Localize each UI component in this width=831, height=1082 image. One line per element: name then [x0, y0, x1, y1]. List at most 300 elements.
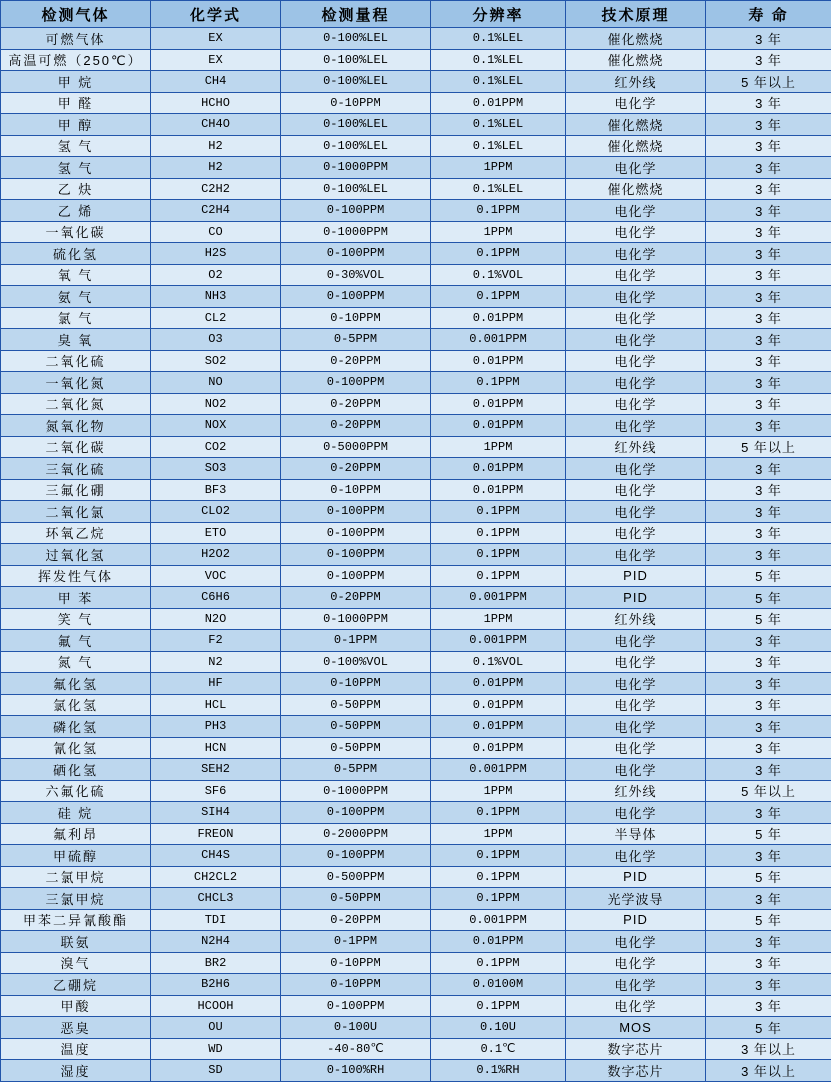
cell-resolution: 1PPM: [431, 780, 566, 802]
cell-formula: CH2CL2: [151, 866, 281, 888]
cell-resolution: 1PPM: [431, 221, 566, 243]
cell-resolution: 0.1%VOL: [431, 264, 566, 286]
cell-name: 氢 气: [1, 157, 151, 179]
cell-life: 3 年: [706, 200, 831, 222]
cell-life: 5 年: [706, 823, 831, 845]
cell-life: 3 年: [706, 501, 831, 523]
cell-range: 0-100PPM: [281, 372, 431, 394]
cell-range: 0-30%VOL: [281, 264, 431, 286]
cell-name: 恶臭: [1, 1017, 151, 1039]
cell-formula: O2: [151, 264, 281, 286]
cell-range: 0-1000PPM: [281, 157, 431, 179]
cell-principle: 电化学: [566, 544, 706, 566]
cell-name: 硅 烷: [1, 802, 151, 824]
cell-formula: CL2: [151, 307, 281, 329]
cell-formula: CH4S: [151, 845, 281, 867]
cell-range: 0-100PPM: [281, 501, 431, 523]
cell-principle: 电化学: [566, 802, 706, 824]
cell-resolution: 0.1%LEL: [431, 28, 566, 50]
cell-name: 二氧化硫: [1, 350, 151, 372]
cell-resolution: 0.1PPM: [431, 565, 566, 587]
table-row: [1, 243, 831, 265]
column-header-range: 检测量程: [281, 1, 431, 28]
cell-range: 0-1000PPM: [281, 221, 431, 243]
cell-formula: VOC: [151, 565, 281, 587]
cell-resolution: 0.1PPM: [431, 952, 566, 974]
cell-resolution: 0.01PPM: [431, 673, 566, 695]
cell-name: 三氟化硼: [1, 479, 151, 501]
cell-resolution: 0.01PPM: [431, 92, 566, 114]
cell-formula: PH3: [151, 716, 281, 738]
cell-resolution: 0.001PPM: [431, 587, 566, 609]
cell-life: 3 年: [706, 49, 831, 71]
cell-range: 0-100%RH: [281, 1060, 431, 1082]
cell-resolution: 0.1PPM: [431, 286, 566, 308]
cell-life: 3 年: [706, 178, 831, 200]
table-row: [1, 888, 831, 910]
cell-formula: NOX: [151, 415, 281, 437]
cell-formula: BR2: [151, 952, 281, 974]
table-row: [1, 28, 831, 50]
cell-life: 3 年以上: [706, 1038, 831, 1060]
cell-principle: 数字芯片: [566, 1060, 706, 1082]
cell-name: 氢 气: [1, 135, 151, 157]
table-row: [1, 1060, 831, 1082]
cell-name: 一氧化碳: [1, 221, 151, 243]
cell-principle: 电化学: [566, 931, 706, 953]
table-row: [1, 92, 831, 114]
cell-life: 3 年: [706, 286, 831, 308]
cell-name: 六氟化硫: [1, 780, 151, 802]
cell-life: 3 年: [706, 931, 831, 953]
cell-resolution: 0.01PPM: [431, 350, 566, 372]
cell-formula: H2: [151, 135, 281, 157]
cell-resolution: 1PPM: [431, 157, 566, 179]
cell-range: 0-5000PPM: [281, 436, 431, 458]
cell-range: 0-10PPM: [281, 479, 431, 501]
cell-principle: 电化学: [566, 995, 706, 1017]
cell-range: 0-20PPM: [281, 393, 431, 415]
cell-life: 5 年以上: [706, 436, 831, 458]
cell-life: 3 年: [706, 845, 831, 867]
cell-principle: 数字芯片: [566, 1038, 706, 1060]
cell-range: 0-20PPM: [281, 350, 431, 372]
table-row: [1, 350, 831, 372]
cell-range: 0-100PPM: [281, 565, 431, 587]
cell-formula: CO: [151, 221, 281, 243]
cell-name: 氧 气: [1, 264, 151, 286]
cell-resolution: 0.01PPM: [431, 393, 566, 415]
table-row: [1, 974, 831, 996]
cell-name: 甲 醇: [1, 114, 151, 136]
column-header-principle: 技术原理: [566, 1, 706, 28]
cell-name: 三氧化硫: [1, 458, 151, 480]
cell-life: 3 年: [706, 522, 831, 544]
cell-name: 二氯甲烷: [1, 866, 151, 888]
cell-name: 甲酸: [1, 995, 151, 1017]
table-row: [1, 200, 831, 222]
cell-name: 氟利昂: [1, 823, 151, 845]
cell-name: 乙 炔: [1, 178, 151, 200]
cell-life: 3 年: [706, 243, 831, 265]
cell-principle: PID: [566, 565, 706, 587]
cell-formula: HCOOH: [151, 995, 281, 1017]
cell-resolution: 1PPM: [431, 436, 566, 458]
cell-life: 3 年: [706, 952, 831, 974]
cell-formula: H2O2: [151, 544, 281, 566]
cell-formula: NO2: [151, 393, 281, 415]
table-row: [1, 780, 831, 802]
cell-name: 高温可燃（250℃）: [1, 49, 151, 71]
table-row: [1, 157, 831, 179]
cell-life: 5 年: [706, 565, 831, 587]
cell-principle: 红外线: [566, 436, 706, 458]
cell-life: 5 年以上: [706, 71, 831, 93]
cell-life: 5 年: [706, 608, 831, 630]
cell-principle: 催化燃烧: [566, 114, 706, 136]
cell-principle: 电化学: [566, 952, 706, 974]
cell-life: 5 年: [706, 909, 831, 931]
cell-formula: H2: [151, 157, 281, 179]
cell-formula: C6H6: [151, 587, 281, 609]
cell-resolution: 0.1PPM: [431, 522, 566, 544]
cell-resolution: 0.01PPM: [431, 479, 566, 501]
cell-range: 0-100PPM: [281, 995, 431, 1017]
cell-range: 0-10PPM: [281, 92, 431, 114]
cell-range: 0-100PPM: [281, 200, 431, 222]
cell-life: 3 年: [706, 372, 831, 394]
cell-principle: 电化学: [566, 501, 706, 523]
cell-formula: CH4O: [151, 114, 281, 136]
cell-range: 0-50PPM: [281, 716, 431, 738]
cell-life: 3 年: [706, 694, 831, 716]
cell-principle: 催化燃烧: [566, 135, 706, 157]
column-header-resolution: 分辨率: [431, 1, 566, 28]
cell-range: 0-100%LEL: [281, 114, 431, 136]
cell-formula: N2: [151, 651, 281, 673]
cell-formula: CHCL3: [151, 888, 281, 910]
table-row: [1, 135, 831, 157]
cell-name: 环氧乙烷: [1, 522, 151, 544]
cell-formula: SD: [151, 1060, 281, 1082]
table-row: [1, 673, 831, 695]
cell-name: 甲 烷: [1, 71, 151, 93]
cell-range: 0-20PPM: [281, 909, 431, 931]
cell-principle: PID: [566, 909, 706, 931]
cell-life: 3 年: [706, 415, 831, 437]
table-row: [1, 651, 831, 673]
table-row: [1, 909, 831, 931]
column-header-gas-name: 检测气体: [1, 1, 151, 28]
table-row: [1, 608, 831, 630]
cell-range: 0-20PPM: [281, 587, 431, 609]
cell-name: 二氧化氯: [1, 501, 151, 523]
cell-formula: C2H2: [151, 178, 281, 200]
table-row: [1, 479, 831, 501]
table-row: [1, 931, 831, 953]
cell-resolution: 0.1PPM: [431, 888, 566, 910]
cell-life: 5 年: [706, 587, 831, 609]
cell-range: 0-100%LEL: [281, 49, 431, 71]
cell-formula: HF: [151, 673, 281, 695]
cell-principle: 电化学: [566, 458, 706, 480]
cell-resolution: 0.1PPM: [431, 866, 566, 888]
cell-resolution: 0.1%VOL: [431, 651, 566, 673]
cell-resolution: 0.1PPM: [431, 802, 566, 824]
cell-range: 0-100PPM: [281, 802, 431, 824]
cell-name: 氟 气: [1, 630, 151, 652]
cell-life: 3 年: [706, 458, 831, 480]
cell-resolution: 0.1%RH: [431, 1060, 566, 1082]
cell-principle: 半导体: [566, 823, 706, 845]
cell-resolution: 0.1%LEL: [431, 49, 566, 71]
cell-name: 溴气: [1, 952, 151, 974]
cell-name: 过氧化氢: [1, 544, 151, 566]
cell-range: 0-100PPM: [281, 522, 431, 544]
cell-name: 笑 气: [1, 608, 151, 630]
cell-resolution: 0.1PPM: [431, 243, 566, 265]
cell-principle: PID: [566, 866, 706, 888]
cell-life: 3 年: [706, 264, 831, 286]
table-row: [1, 114, 831, 136]
cell-name: 甲苯二异氰酸酯: [1, 909, 151, 931]
cell-principle: 电化学: [566, 630, 706, 652]
cell-resolution: 0.001PPM: [431, 909, 566, 931]
cell-range: 0-100%VOL: [281, 651, 431, 673]
cell-life: 5 年以上: [706, 780, 831, 802]
cell-principle: 催化燃烧: [566, 49, 706, 71]
cell-resolution: 0.01PPM: [431, 716, 566, 738]
cell-formula: H2S: [151, 243, 281, 265]
cell-range: 0-10PPM: [281, 673, 431, 695]
cell-formula: BF3: [151, 479, 281, 501]
cell-life: 3 年: [706, 673, 831, 695]
cell-name: 可燃气体: [1, 28, 151, 50]
cell-life: 5 年: [706, 866, 831, 888]
cell-life: 3 年以上: [706, 1060, 831, 1082]
cell-formula: NO: [151, 372, 281, 394]
cell-range: 0-1000PPM: [281, 780, 431, 802]
cell-resolution: 1PPM: [431, 608, 566, 630]
cell-formula: HCHO: [151, 92, 281, 114]
cell-resolution: 0.1PPM: [431, 995, 566, 1017]
table-row: [1, 286, 831, 308]
table-row: [1, 759, 831, 781]
cell-formula: CLO2: [151, 501, 281, 523]
cell-life: 3 年: [706, 221, 831, 243]
table-header-row: [1, 1, 831, 28]
cell-principle: 电化学: [566, 737, 706, 759]
cell-range: 0-100%LEL: [281, 71, 431, 93]
cell-life: 3 年: [706, 157, 831, 179]
table-row: [1, 544, 831, 566]
cell-resolution: 0.1%LEL: [431, 178, 566, 200]
cell-formula: SO2: [151, 350, 281, 372]
table-row: [1, 458, 831, 480]
cell-principle: 电化学: [566, 307, 706, 329]
cell-principle: 电化学: [566, 716, 706, 738]
cell-resolution: 0.1PPM: [431, 200, 566, 222]
cell-formula: F2: [151, 630, 281, 652]
table-row: [1, 178, 831, 200]
cell-name: 氮氧化物: [1, 415, 151, 437]
cell-name: 挥发性气体: [1, 565, 151, 587]
cell-principle: PID: [566, 587, 706, 609]
cell-range: 0-100PPM: [281, 286, 431, 308]
cell-life: 3 年: [706, 802, 831, 824]
table-row: [1, 995, 831, 1017]
cell-principle: 电化学: [566, 974, 706, 996]
cell-formula: SF6: [151, 780, 281, 802]
cell-resolution: 0.1%LEL: [431, 135, 566, 157]
cell-resolution: 0.1%LEL: [431, 114, 566, 136]
cell-name: 乙 烯: [1, 200, 151, 222]
cell-name: 乙硼烷: [1, 974, 151, 996]
cell-life: 3 年: [706, 995, 831, 1017]
cell-principle: 电化学: [566, 415, 706, 437]
table-row: [1, 1038, 831, 1060]
cell-principle: 催化燃烧: [566, 28, 706, 50]
cell-name: 氮 气: [1, 651, 151, 673]
cell-range: 0-1PPM: [281, 931, 431, 953]
cell-range: 0-5PPM: [281, 329, 431, 351]
cell-resolution: 0.1℃: [431, 1038, 566, 1060]
cell-name: 联氨: [1, 931, 151, 953]
cell-formula: FREON: [151, 823, 281, 845]
cell-resolution: 0.0100M: [431, 974, 566, 996]
cell-life: 3 年: [706, 350, 831, 372]
cell-resolution: 0.10U: [431, 1017, 566, 1039]
cell-principle: 红外线: [566, 608, 706, 630]
table-row: [1, 49, 831, 71]
table-row: [1, 866, 831, 888]
cell-formula: N2O: [151, 608, 281, 630]
table-row: [1, 802, 831, 824]
cell-life: 3 年: [706, 651, 831, 673]
cell-formula: CH4: [151, 71, 281, 93]
cell-name: 湿度: [1, 1060, 151, 1082]
cell-range: 0-100%LEL: [281, 178, 431, 200]
table-row: [1, 737, 831, 759]
cell-resolution: 0.1PPM: [431, 845, 566, 867]
cell-resolution: 1PPM: [431, 823, 566, 845]
cell-range: 0-10PPM: [281, 952, 431, 974]
cell-resolution: 0.1%LEL: [431, 71, 566, 93]
cell-range: 0-1PPM: [281, 630, 431, 652]
cell-formula: SO3: [151, 458, 281, 480]
cell-principle: 电化学: [566, 350, 706, 372]
cell-principle: 电化学: [566, 221, 706, 243]
cell-formula: WD: [151, 1038, 281, 1060]
cell-life: 3 年: [706, 759, 831, 781]
column-header-life: 寿 命: [706, 1, 831, 28]
cell-formula: ETO: [151, 522, 281, 544]
table-row: [1, 522, 831, 544]
table-row: [1, 393, 831, 415]
cell-resolution: 0.01PPM: [431, 931, 566, 953]
cell-formula: HCL: [151, 694, 281, 716]
cell-range: 0-500PPM: [281, 866, 431, 888]
cell-formula: TDI: [151, 909, 281, 931]
cell-range: 0-2000PPM: [281, 823, 431, 845]
cell-resolution: 0.001PPM: [431, 329, 566, 351]
cell-resolution: 0.1PPM: [431, 372, 566, 394]
cell-principle: MOS: [566, 1017, 706, 1039]
cell-name: 二氧化氮: [1, 393, 151, 415]
cell-principle: 红外线: [566, 71, 706, 93]
cell-resolution: 0.01PPM: [431, 737, 566, 759]
cell-name: 臭 氧: [1, 329, 151, 351]
cell-range: 0-20PPM: [281, 458, 431, 480]
cell-name: 硫化氢: [1, 243, 151, 265]
cell-name: 三氯甲烷: [1, 888, 151, 910]
cell-resolution: 0.001PPM: [431, 630, 566, 652]
cell-principle: 电化学: [566, 372, 706, 394]
cell-formula: EX: [151, 49, 281, 71]
cell-life: 3 年: [706, 307, 831, 329]
cell-range: 0-50PPM: [281, 737, 431, 759]
table-row: [1, 630, 831, 652]
cell-name: 氰化氢: [1, 737, 151, 759]
cell-formula: B2H6: [151, 974, 281, 996]
table-row: [1, 501, 831, 523]
cell-name: 硒化氢: [1, 759, 151, 781]
cell-life: 3 年: [706, 114, 831, 136]
cell-principle: 电化学: [566, 157, 706, 179]
cell-range: 0-100PPM: [281, 243, 431, 265]
table-row: [1, 845, 831, 867]
cell-formula: CO2: [151, 436, 281, 458]
cell-life: 3 年: [706, 630, 831, 652]
cell-formula: C2H4: [151, 200, 281, 222]
cell-range: 0-100PPM: [281, 544, 431, 566]
cell-formula: NH3: [151, 286, 281, 308]
table-row: [1, 71, 831, 93]
cell-formula: OU: [151, 1017, 281, 1039]
cell-principle: 红外线: [566, 780, 706, 802]
cell-name: 二氧化碳: [1, 436, 151, 458]
cell-resolution: 0.001PPM: [431, 759, 566, 781]
cell-life: 3 年: [706, 544, 831, 566]
cell-formula: N2H4: [151, 931, 281, 953]
cell-name: 甲 醛: [1, 92, 151, 114]
cell-principle: 电化学: [566, 845, 706, 867]
cell-life: 3 年: [706, 135, 831, 157]
cell-principle: 电化学: [566, 694, 706, 716]
cell-formula: O3: [151, 329, 281, 351]
cell-life: 3 年: [706, 92, 831, 114]
cell-formula: HCN: [151, 737, 281, 759]
cell-life: 3 年: [706, 28, 831, 50]
cell-formula: SEH2: [151, 759, 281, 781]
cell-name: 甲 苯: [1, 587, 151, 609]
cell-principle: 电化学: [566, 651, 706, 673]
cell-range: 0-1000PPM: [281, 608, 431, 630]
cell-principle: 电化学: [566, 673, 706, 695]
cell-resolution: 0.01PPM: [431, 415, 566, 437]
cell-formula: SIH4: [151, 802, 281, 824]
cell-range: 0-100%LEL: [281, 135, 431, 157]
table-header: [1, 1, 831, 28]
cell-life: 3 年: [706, 737, 831, 759]
table-row: [1, 436, 831, 458]
table-row: [1, 221, 831, 243]
cell-principle: 电化学: [566, 759, 706, 781]
cell-name: 氯 气: [1, 307, 151, 329]
table-row: [1, 1017, 831, 1039]
cell-resolution: 0.01PPM: [431, 694, 566, 716]
cell-life: 3 年: [706, 393, 831, 415]
